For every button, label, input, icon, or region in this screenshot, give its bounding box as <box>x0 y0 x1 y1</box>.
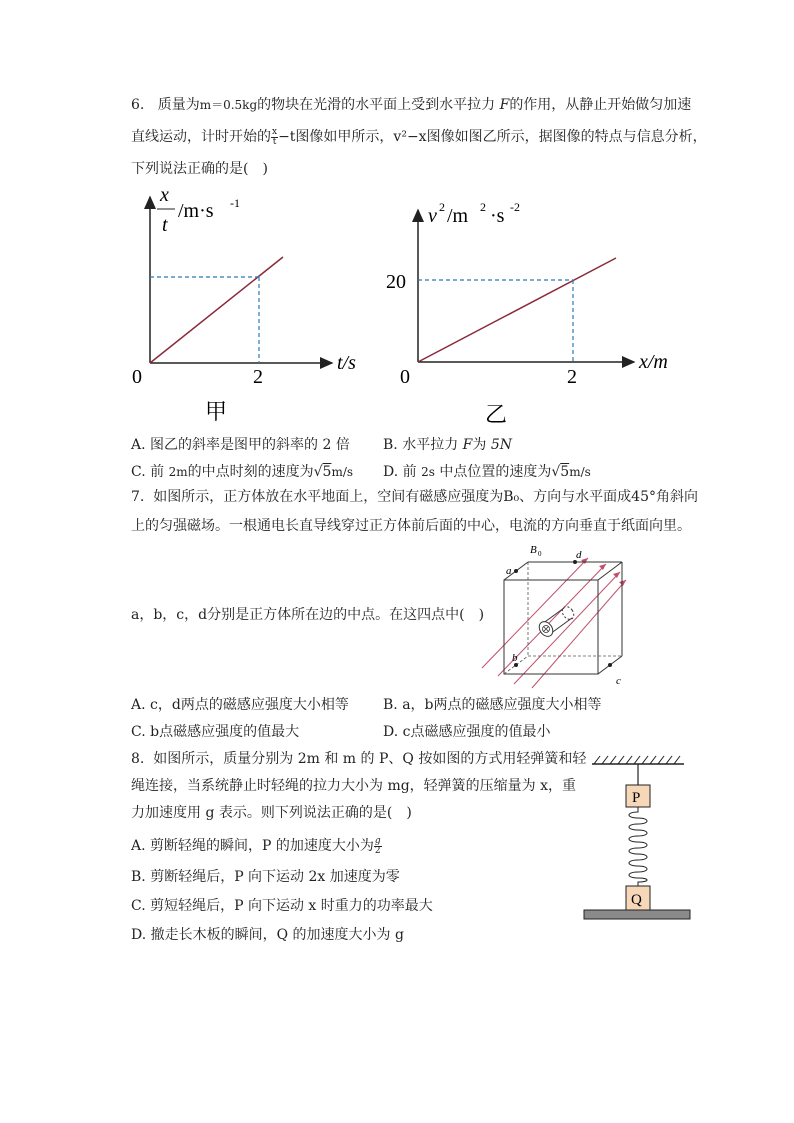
q6-option-a[interactable] <box>131 435 350 455</box>
q7-line3 <box>131 605 484 625</box>
ceiling-hatch <box>594 756 600 764</box>
label-b: b <box>512 652 518 664</box>
block-q-label: Q <box>631 892 642 908</box>
q6-mass: m＝0.5kg <box>199 98 258 112</box>
label-c: c <box>616 675 621 687</box>
q6-option-d-text: D. 前 <box>383 464 417 480</box>
q6-line3 <box>131 159 268 179</box>
label-b0: B <box>530 544 537 556</box>
q6-line1 <box>131 95 691 115</box>
spring <box>629 807 647 886</box>
graph-jia-ylabel-unit: /m·s <box>178 200 214 222</box>
q7-option-a[interactable] <box>131 695 349 715</box>
graph-jia-x-tick: 2 <box>253 366 263 388</box>
field-line <box>514 572 620 684</box>
q7-option-d[interactable] <box>383 722 550 742</box>
q8-line3 <box>131 803 412 823</box>
q8-option-a[interactable] <box>131 836 382 856</box>
ceiling-hatch <box>642 756 648 764</box>
q6-option-c-value: 2m <box>168 465 188 479</box>
field-arrow-icon <box>599 564 606 570</box>
graph-jia-origin: 0 <box>132 366 142 388</box>
q6-option-d[interactable] <box>383 462 591 482</box>
q7-option-c-text: C. b点磁感应强度的值最大 <box>131 724 300 740</box>
q6-option-b-force: F <box>462 437 473 453</box>
ceiling-hatch <box>666 756 672 764</box>
q6-number: 6. <box>131 97 145 113</box>
q6-option-c[interactable] <box>131 462 353 482</box>
q6-frac-num: x <box>272 126 278 137</box>
q7-number: 7. <box>131 489 145 505</box>
q6-text: 直线运动，计时开始的 <box>131 129 271 145</box>
q6-text: 的物块在光滑的水平面上受到水平拉力 <box>257 97 496 113</box>
graph-jia-ylabel-num: x <box>160 184 169 206</box>
q8-line1 <box>131 749 586 769</box>
graph-yi-y-tick: 20 <box>386 271 406 293</box>
graph-yi-ylabel-unit: /m <box>447 205 469 227</box>
point-a <box>514 569 518 573</box>
q8-option-c-text: C. 剪短轻绳后，P 向下运动 x 时重力的功率最大 <box>131 898 433 914</box>
graph-jia-ylabel-den: t <box>162 214 168 236</box>
q6-option-b-text: B. 水平拉力 <box>383 437 459 453</box>
q7-option-d-text: D. c点磁感应强度的值最小 <box>383 724 551 740</box>
q8-option-d-text: D. 撤走长木板的瞬间，Q 的加速度大小为 g <box>131 927 404 943</box>
cube-figure <box>470 540 640 690</box>
wooden-board <box>584 910 690 919</box>
q6-option-c-text: C. 前 <box>131 464 165 480</box>
q8-option-b-text: B. 剪断轻绳后，P 向下运动 2x 加速度为零 <box>131 869 400 885</box>
q7-line1 <box>131 487 698 507</box>
q8-frac-den: 2 <box>374 845 381 856</box>
label-b0-sub: 0 <box>538 550 542 558</box>
q7-text: a，b，c，d分别是正方体所在边的中点。在这四点中( ) <box>131 607 485 623</box>
graph-yi-ylabel-exp3: 2 <box>480 200 486 214</box>
wire-back-end <box>560 604 576 621</box>
q8-number: 8. <box>131 751 145 767</box>
q8-frac-num: g <box>374 835 381 846</box>
q6-text: 质量为 <box>157 97 200 113</box>
q6-text: 的作用，从静止开始做匀加速 <box>509 97 692 113</box>
q7-text: 上的匀强磁场。一根通电长直导线穿过正方体前后面的中心，电流的方向垂直于纸面向里。 <box>131 518 691 534</box>
ceiling-hatch <box>618 756 624 764</box>
q6-line2 <box>131 127 707 147</box>
field-arrow-icon <box>613 572 620 578</box>
q6-option-d-sqrt: 5 <box>560 464 570 480</box>
field-arrow-icon <box>581 558 588 564</box>
q7-text: 如图所示，正方体放在水平地面上，空间有磁感应强度为B₀、方向与水平面成45°角斜向 <box>153 489 698 505</box>
label-a: a <box>506 565 512 577</box>
graph-yi-origin: 0 <box>400 366 410 388</box>
ceiling-hatch <box>674 756 680 764</box>
ceiling-hatch <box>602 756 608 764</box>
q6-option-d-value: 2s <box>421 465 435 479</box>
graph-jia-ylabel-exp: -1 <box>230 196 240 210</box>
graph-yi-ylabel-exp4: -2 <box>510 200 520 214</box>
ceiling-hatch <box>634 756 640 764</box>
graph-jia-xlabel: t/s <box>337 352 356 374</box>
q6-text: 下列说法正确的是( ) <box>131 161 268 177</box>
sqrt-icon: √ <box>313 464 323 480</box>
block-p-label: P <box>632 790 641 806</box>
graph-yi-ylabel: v <box>428 205 437 227</box>
q6-text: −t图像如甲所示，v²−x图像如图乙所示，据图像的特点与信息分析， <box>278 129 707 145</box>
graph-jia <box>120 184 356 430</box>
q8-text: 力加速度用 g 表示。则下列说法正确的是( ) <box>131 805 412 821</box>
ceiling-hatch <box>626 756 632 764</box>
q8-line2 <box>131 776 576 796</box>
q6-option-c-unit: m/s <box>331 465 354 479</box>
graph-jia-data-line <box>150 257 283 363</box>
q7-option-a-text: A. c，d两点的磁感应强度大小相等 <box>131 697 349 713</box>
q8-option-d[interactable] <box>131 925 404 945</box>
q6-option-d-unit: m/s <box>569 465 591 479</box>
point-c <box>608 663 612 667</box>
graph-yi-x-tick: 2 <box>567 366 577 388</box>
graph-yi-data-line <box>418 258 616 362</box>
q6-option-a-text: A. 图乙的斜率是图甲的斜率的 2 倍 <box>131 437 350 453</box>
field-line <box>482 558 588 668</box>
ceiling-hatch <box>610 756 616 764</box>
label-d: d <box>576 549 582 561</box>
q7-option-b-text: B. a，b两点的磁感应强度大小相等 <box>383 697 602 713</box>
q8-text: 如图所示，质量分别为 2m 和 m 的 P、Q 按如图的方式用轻弹簧和轻 <box>153 751 587 767</box>
q6-option-c-text2: 的中点时刻的速度为 <box>187 464 314 480</box>
q7-line2 <box>131 516 691 536</box>
q8-option-b[interactable] <box>131 867 400 887</box>
q6-option-c-sqrt: 5 <box>322 464 332 480</box>
q8-text: 绳连接，当系统静止时轻绳的拉力大小为 mg，轻弹簧的压缩量为 x，重 <box>131 778 577 794</box>
spring-figure <box>580 752 695 924</box>
q6-frac-den: t <box>272 136 277 147</box>
q6-option-b-text2: 为 <box>472 437 487 453</box>
q6-force-symbol: F <box>499 97 510 113</box>
cube-edge <box>598 562 622 580</box>
graph-yi-ylabel-exp2: 2 <box>439 200 445 214</box>
q6-option-b[interactable] <box>383 435 512 455</box>
graph-yi-xlabel: x/m <box>639 351 668 373</box>
q8-option-c[interactable] <box>131 896 433 916</box>
ceiling-hatch <box>650 756 656 764</box>
graph-yi-ylabel-unit2: ·s <box>490 205 505 227</box>
q7-option-c[interactable] <box>131 722 299 742</box>
q8-option-a-text: A. 剪断轻绳的瞬间，P 的加速度大小为 <box>131 838 374 854</box>
sqrt-icon: √ <box>551 464 561 480</box>
q8-option-a-fraction <box>374 837 382 856</box>
q7-option-b[interactable] <box>383 695 602 715</box>
q6-option-d-text2: 中点位置的速度为 <box>439 464 552 480</box>
ceiling-hatch <box>658 756 664 764</box>
graph-yi <box>380 190 690 435</box>
graph-yi-caption: 乙 <box>485 402 508 427</box>
graph-jia-caption: 甲 <box>205 399 228 424</box>
q6-option-b-value: 5N <box>490 437 512 453</box>
